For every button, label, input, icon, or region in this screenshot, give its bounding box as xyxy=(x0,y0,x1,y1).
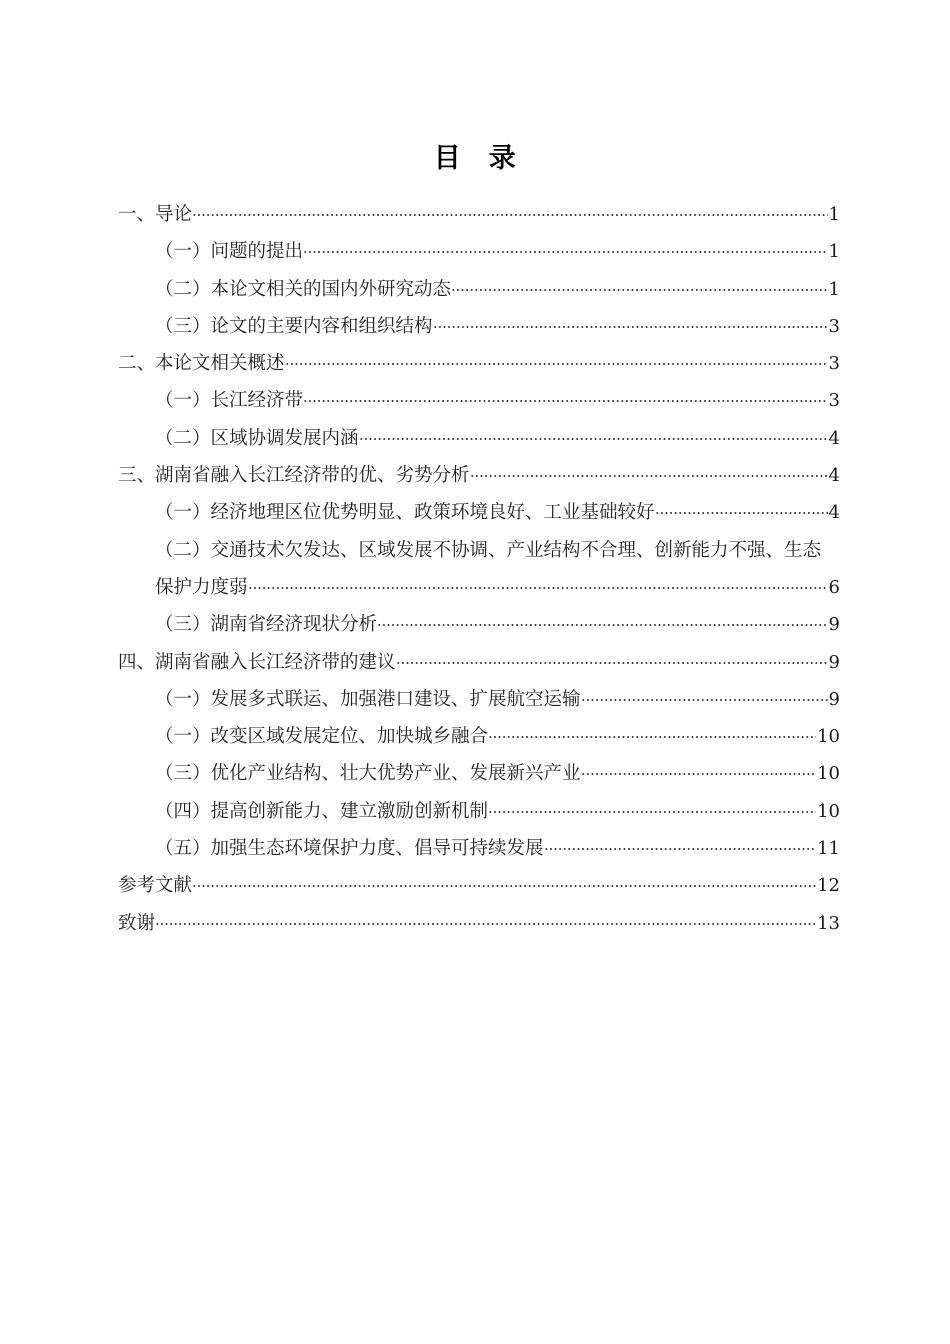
toc-entry[interactable] xyxy=(118,233,840,270)
toc-entry[interactable] xyxy=(118,905,840,942)
toc-entry[interactable] xyxy=(118,457,840,494)
toc-entry-label: 四、湖南省融入长江经济带的建议 xyxy=(118,651,396,673)
toc-entry-label: （二）本论文相关的国内外研究动态 xyxy=(155,278,452,300)
toc-page-number: 6 xyxy=(828,576,840,598)
toc-entry[interactable] xyxy=(118,867,840,904)
dot-leader xyxy=(581,687,828,705)
toc-entry[interactable] xyxy=(118,532,840,607)
toc-entry[interactable] xyxy=(118,606,840,643)
toc-entry[interactable] xyxy=(118,755,840,792)
dot-leader xyxy=(192,202,828,220)
toc-page-number: 12 xyxy=(817,875,840,897)
toc-entry-label: 参考文献 xyxy=(118,875,193,897)
toc-page-number: 1 xyxy=(828,278,840,300)
toc-entry-label: 二、本论文相关概述 xyxy=(118,353,285,375)
toc-entry-label: （一）长江经济带 xyxy=(155,390,304,412)
toc-page-number: 1 xyxy=(828,204,840,225)
toc-page-number: 10 xyxy=(817,726,840,748)
toc-entry[interactable] xyxy=(118,644,840,681)
toc-entry-label: （四）提高创新能力、建立激励创新机制 xyxy=(155,800,489,822)
toc-entry-label: 一、导论 xyxy=(118,204,193,225)
dot-leader xyxy=(655,500,828,518)
toc-entry-label: （二）区域协调发展内涵 xyxy=(155,427,359,449)
dot-leader xyxy=(433,314,828,332)
toc-page-number: 9 xyxy=(828,614,840,636)
dot-leader xyxy=(359,426,828,444)
toc-page-number: 4 xyxy=(828,502,840,524)
toc-page-number: 1 xyxy=(828,241,840,263)
toc-entry[interactable] xyxy=(118,830,840,867)
dot-leader xyxy=(544,836,817,854)
toc-entry-label: 三、湖南省融入长江经济带的优、劣势分析 xyxy=(118,465,470,487)
page-title: 目 录 xyxy=(433,143,517,174)
toc-entry-label: （五）加强生态环境保护力度、倡导可持续发展 xyxy=(155,838,544,860)
toc-entry[interactable] xyxy=(118,382,840,419)
toc-entry-label: （一）经济地理区位优势明显、政策环境良好、工业基础较好 xyxy=(155,502,655,524)
dot-leader xyxy=(488,724,816,742)
toc-entry[interactable] xyxy=(118,308,840,345)
toc-entry-label: （二）交通技术欠发达、区域发展不协调、产业结构不合理、创新能力不强、生态 xyxy=(155,539,822,561)
toc-page-number: 11 xyxy=(817,838,840,860)
dot-leader xyxy=(155,911,816,929)
dot-leader xyxy=(192,873,816,891)
toc-entry[interactable] xyxy=(118,793,840,830)
dot-leader xyxy=(470,463,828,481)
toc-entry-label: （一）问题的提出 xyxy=(155,241,304,263)
toc-page-number: 3 xyxy=(828,390,840,412)
toc-entry-label: （三）论文的主要内容和组织结构 xyxy=(155,315,433,337)
dot-leader xyxy=(303,388,828,406)
dot-leader xyxy=(581,761,817,779)
toc-entry[interactable] xyxy=(118,494,840,531)
dot-leader xyxy=(451,277,828,295)
toc-entry-label: 致谢 xyxy=(118,912,156,934)
toc-entry[interactable] xyxy=(118,345,840,382)
dot-leader xyxy=(248,575,828,593)
toc-entry-label-continued: 保护力度弱 xyxy=(155,576,248,598)
toc-entry-label: （一）改变区域发展定位、加快城乡融合 xyxy=(155,726,489,748)
toc-entry[interactable] xyxy=(118,196,840,233)
toc-entry-label: （三）优化产业结构、壮大优势产业、发展新兴产业 xyxy=(155,763,581,785)
dot-leader xyxy=(377,612,828,630)
toc-page-number: 4 xyxy=(828,427,840,449)
dot-leader xyxy=(303,239,828,257)
toc-entry[interactable] xyxy=(118,681,840,718)
toc-page-number: 9 xyxy=(828,651,840,673)
toc-page-number: 9 xyxy=(828,688,840,710)
toc-entry[interactable] xyxy=(118,271,840,308)
toc-entry[interactable] xyxy=(118,718,840,755)
table-of-contents-list xyxy=(118,196,840,942)
toc-page-number: 4 xyxy=(828,465,840,487)
toc-entry[interactable] xyxy=(118,420,840,457)
toc-page-number: 10 xyxy=(817,800,840,822)
toc-page-number: 3 xyxy=(828,353,840,375)
dot-leader xyxy=(488,799,816,817)
toc-page-number: 13 xyxy=(817,912,840,934)
toc-page-number: 3 xyxy=(828,315,840,337)
toc-entry-label: （三）湖南省经济现状分析 xyxy=(155,614,378,636)
toc-entry-label: （一）发展多式联运、加强港口建设、扩展航空运输 xyxy=(155,688,581,710)
dot-leader xyxy=(285,351,828,369)
toc-page-number: 10 xyxy=(817,763,840,785)
dot-leader xyxy=(396,650,828,668)
